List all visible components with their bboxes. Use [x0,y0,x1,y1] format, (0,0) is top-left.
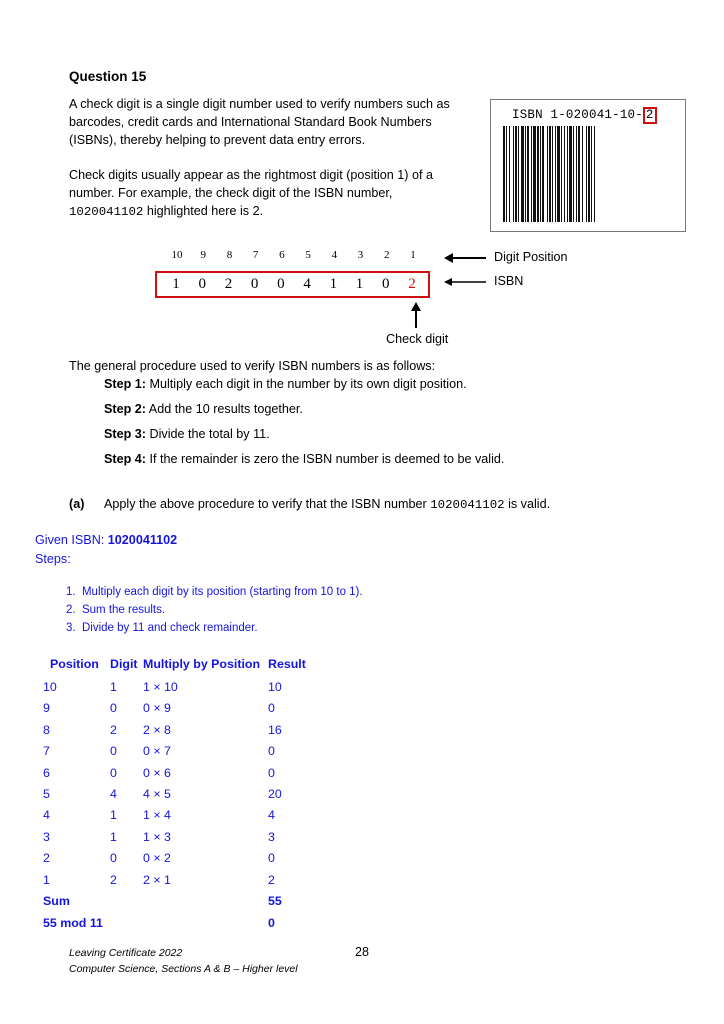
cell-multiply: 2 × 1 [143,872,171,887]
procedure-step [104,377,467,391]
cell-digit: 0 [110,851,117,866]
barcode-bar [503,126,505,222]
para-line [69,202,484,221]
barcode-bar [506,126,507,222]
barcode-label-prefix: ISBN 1-020041-10- [512,108,643,122]
para-line: Check digits usually appear as the rightmost digit (position 1) of a [69,168,434,182]
barcode-check-digit: 2 [643,107,657,124]
isbn-digit: 0 [198,276,206,292]
cell-result: 2 [268,872,275,887]
cell-result: 16 [268,722,282,737]
isbn-digit: 1 [172,276,180,292]
intro-line: barcodes, credit cards and International Standard Book Numbers [69,115,432,129]
table-header-position: Position [50,657,99,671]
isbn-label: ISBN [494,274,524,288]
cell-multiply: 0 × 6 [143,765,171,780]
cell-result: 4 [268,808,275,823]
intro-paragraph [69,95,484,149]
barcode-bar [533,126,536,222]
cell-digit: 1 [110,680,117,694]
footer-line1: Leaving Certificate 2022 [69,947,183,959]
table-header-digit: Digit [110,657,138,671]
cell-digit: 2 [110,872,117,887]
cell-result: 0 [268,851,275,866]
barcode-bar [549,126,551,222]
cell-position: 3 [43,829,50,844]
answer-list-item: 2. Sum the results. [66,604,166,616]
cell-multiply: 2 × 8 [143,722,171,737]
barcode-bar [518,126,519,222]
isbn-digit: 1 [355,276,364,292]
position-number: 8 [226,249,233,261]
part-a-label: (a) [69,497,85,511]
barcode-bar [515,126,517,222]
steps-label: Steps: [35,552,71,566]
isbn-digit-row [163,276,425,293]
cell-multiply: 4 × 5 [143,787,171,801]
sum-label: Sum [43,894,70,908]
cell-position: 5 [43,787,50,801]
cell-multiply: 1 × 10 [143,680,178,694]
barcode-bar [509,126,510,222]
intro-line: (ISBNs), thereby helping to prevent data entry errors. [69,133,366,147]
given-isbn [35,533,177,547]
part-a-text: Apply the above procedure to verify that the ISBN number [104,497,431,511]
cell-digit: 4 [110,787,117,801]
step-text: Divide the total by 11. [146,427,270,441]
question-title: Question 15 [69,69,147,84]
barcode-bar [586,126,587,222]
position-number: 9 [200,249,206,261]
barcode-bar [561,126,562,222]
barcode-bar [573,126,574,222]
cell-digit: 0 [110,701,117,716]
barcode-bar [557,126,560,222]
barcode-bar [513,126,514,222]
digit-position-row [164,249,426,261]
check-digit-paragraph [69,166,484,221]
isbn-digits-box [155,271,430,298]
cell-position: 8 [43,722,50,737]
part-a-isbn: 1020041102 [430,498,505,512]
mod-label: 55 mod 11 [43,916,103,930]
step-label: Step 4: [104,452,146,466]
barcode-bar [555,126,556,222]
position-number: 1 [410,249,416,261]
cell-result: 10 [268,680,282,694]
barcode-bar [591,126,592,222]
isbn-check-digit: 2 [408,276,416,292]
cell-position: 2 [43,851,50,866]
cell-digit: 1 [110,808,117,823]
barcode-bar [540,126,541,222]
part-a-question [69,497,550,512]
position-number: 3 [357,249,364,261]
step-text: If the remainder is zero the ISBN number is deemed to be valid. [146,452,505,466]
cell-result: 20 [268,787,282,801]
barcode-figure [490,99,686,232]
cell-result: 0 [268,701,275,716]
barcode-bar [531,126,532,222]
cell-multiply: 1 × 3 [143,829,171,844]
cell-position: 1 [43,872,50,887]
isbn-digit: 2 [224,276,233,292]
position-number: 4 [331,249,338,261]
barcode-bars [503,126,675,222]
cell-digit: 1 [110,829,117,844]
barcode-bar [547,126,548,222]
cell-multiply: 0 × 2 [143,851,171,866]
step-text: Add the 10 results together. [146,402,303,416]
barcode-bar [569,126,572,222]
arrow-left-icon [444,253,486,263]
para-line: number. For example, the check digit of the ISBN number, [69,186,393,200]
barcode-bar [542,126,544,222]
isbn-digit: 4 [303,276,311,292]
cell-digit: 2 [110,722,117,737]
cell-position: 9 [43,701,50,716]
barcode-bar [588,126,590,222]
barcode-bar [582,126,583,222]
step-text: Multiply each digit in the number by its own digit position. [146,377,467,391]
isbn-digit: 0 [250,276,259,292]
intro-line: A check digit is a single digit number used to verify numbers such as [69,97,450,111]
sum-value: 55 [268,894,282,908]
position-number: 7 [252,249,259,261]
footer-line2: Computer Science, Sections A & B – Higher level [69,963,298,975]
check-digit-label: Check digit [386,332,449,346]
cell-multiply: 1 × 4 [143,808,171,823]
isbn-inline: 1020041102 [69,205,144,219]
cell-digit: 0 [110,744,117,759]
cell-result: 3 [268,829,275,844]
position-number: 6 [279,249,285,261]
cell-result: 0 [268,765,275,780]
barcode-bar [521,126,524,222]
table-header-result: Result [268,657,306,671]
arrow-left-icon [444,278,486,286]
isbn-digit: 0 [382,276,390,292]
barcode-label [512,107,657,124]
procedure-step [104,427,270,441]
procedure-step [104,402,303,416]
arrow-up-icon [406,300,426,330]
cell-position: 6 [43,765,50,780]
barcode-bar [564,126,565,222]
barcode-bar [552,126,553,222]
cell-multiply: 0 × 9 [143,701,171,716]
given-label: Given ISBN: [35,533,108,547]
barcode-bar [594,126,595,222]
step-label: Step 3: [104,427,146,441]
cell-result: 0 [268,744,275,759]
cell-position: 4 [43,808,50,823]
position-number: 10 [171,249,183,261]
answer-list-item: 3. Divide by 11 and check remainder. [66,622,258,634]
table-header-multiply: Multiply by Position [143,657,261,671]
procedure-step [104,452,504,466]
barcode-bar [578,126,580,222]
position-number: 5 [305,249,311,261]
barcode-bar [527,126,529,222]
procedure-intro: The general procedure used to verify ISBN numbers is as follows: [69,359,436,373]
cell-position: 10 [43,680,57,694]
barcode-bar [567,126,568,222]
cell-multiply: 0 × 7 [143,744,171,759]
step-label: Step 1: [104,377,146,391]
cell-position: 7 [43,744,50,759]
isbn-digit: 1 [329,276,338,292]
page-number: 28 [355,945,370,959]
barcode-bar [525,126,526,222]
given-value: 1020041102 [107,533,178,547]
digit-position-label: Digit Position [494,250,568,264]
barcode-bar [537,126,539,222]
step-label: Step 2: [104,402,146,416]
mod-value: 0 [268,916,275,930]
barcode-bar [576,126,577,222]
position-number: 2 [384,249,390,261]
answer-list-item: 1. Multiply each digit by its position (starting from 10 to 1). [66,586,363,598]
cell-digit: 0 [110,765,117,780]
part-a-text-after: is valid. [504,497,551,511]
para-rest: highlighted here is 2. [143,204,264,218]
diagram-arrows [440,248,500,288]
isbn-digit: 0 [277,276,285,292]
